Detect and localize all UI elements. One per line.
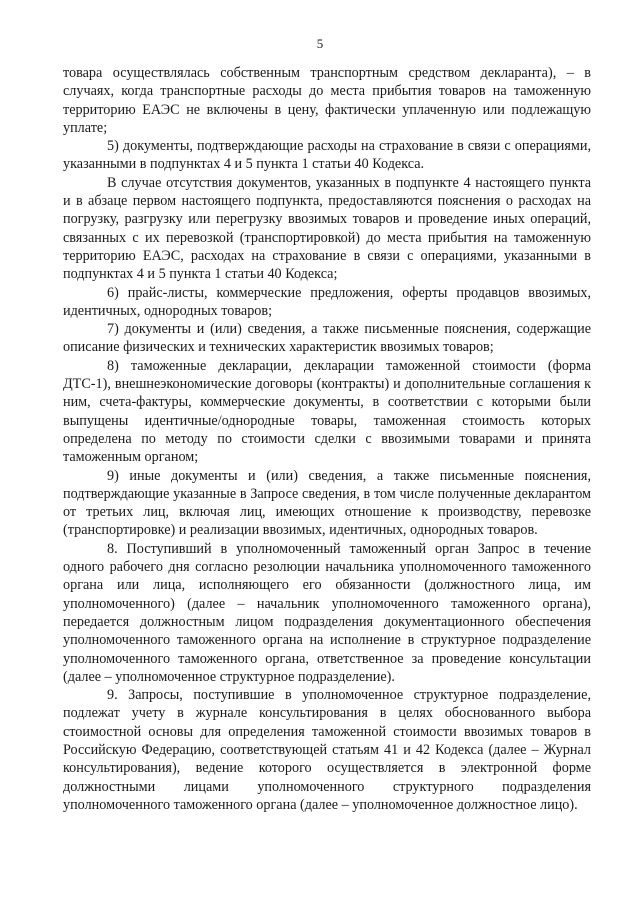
paragraph-section-9: 9. Запросы, поступившие в уполномоченное структурное подразделение, подлежат учету в журнале консультирования в целях обоснованного выбора стоимостной основы для определения таможенной стоимости ввозимых товаров в Российскую Федерацию, соответствующей статьям 41 и 42 Кодекса (далее – Журнал консультирования), ведение которого осуществляется в электронной форме должностными лицами уполномоченного структурного подразделения уполномоченного таможенного органа (далее – уполномоченное должностное лицо). bbox=[63, 687, 591, 813]
paragraph-item-6: 6) прайс-листы, коммерческие предложения, оферты продавцов ввозимых, идентичных, однородных товаров; bbox=[63, 284, 591, 319]
paragraph-item-9: 9) иные документы и (или) сведения, а также письменные пояснения, подтверждающие указанные в Запросе сведения, в том числе полученные декларантом от третьих лиц, включая лиц, имеющих отношение к производству, перевозке (транспортировке) и реализации ввозимых, идентичных, однородных товаров. bbox=[63, 467, 591, 539]
paragraph-item-5: 5) документы, подтверждающие расходы на страхование в связи с операциями, указанными в подпунктах 4 и 5 пункта 1 статьи 40 Кодекса. bbox=[63, 138, 591, 173]
paragraph-absence-of-documents: В случае отсутствия документов, указанных в подпункте 4 настоящего пункта и в абзаце первом настоящего подпункта, предоставляются пояснения о расходах на погрузку, разгрузку или перегрузку ввозимых товаров и проведение иных операций, связанных с их перевозкой (транспортировкой) до места прибытия на таможенную территорию ЕАЭС, расходах на страхование в связи с операциями, указанными в подпунктах 4 и 5 пункта 1 статьи 40 Кодекса; bbox=[63, 174, 591, 283]
paragraph-item-8: 8) таможенные декларации, декларации таможенной стоимости (форма ДТС-1), внешнеэкономические договоры (контракты) и дополнительные соглашения к ним, счета-фактуры, коммерческие документы, в соответствии с которыми были выпущены идентичные/однородные товары, таможенная стоимость которых определена по методу по стоимости сделки с ввозимыми товарами и принята таможенным органом; bbox=[63, 357, 591, 466]
document-body bbox=[63, 64, 591, 814]
page-number: 5 bbox=[316, 36, 324, 51]
paragraph-section-8: 8. Поступивший в уполномоченный таможенный орган Запрос в течение одного рабочего дня согласно резолюции начальника уполномоченного таможенного органа или лица, исполняющего его обязанности (должностного лица, им уполномоченного) (далее – начальник уполномоченного таможенного органа), передается должностным лицом подразделения документационного обеспечения уполномоченного таможенного органа на исполнение в структурное подразделение уполномоченного таможенного органа, ответственное за проведение консультации (далее – уполномоченное структурное подразделение). bbox=[63, 540, 591, 685]
paragraph-item-7: 7) документы и (или) сведения, а также письменные пояснения, содержащие описание физических и технических характеристик ввозимых товаров; bbox=[63, 321, 591, 356]
paragraph-continuation: товара осуществлялась собственным транспортным средством декларанта), – в случаях, когда транспортные расходы до места прибытия товаров на таможенную территорию ЕАЭС не включены в цену, фактически уплаченную или подлежащую уплате; bbox=[63, 65, 591, 136]
